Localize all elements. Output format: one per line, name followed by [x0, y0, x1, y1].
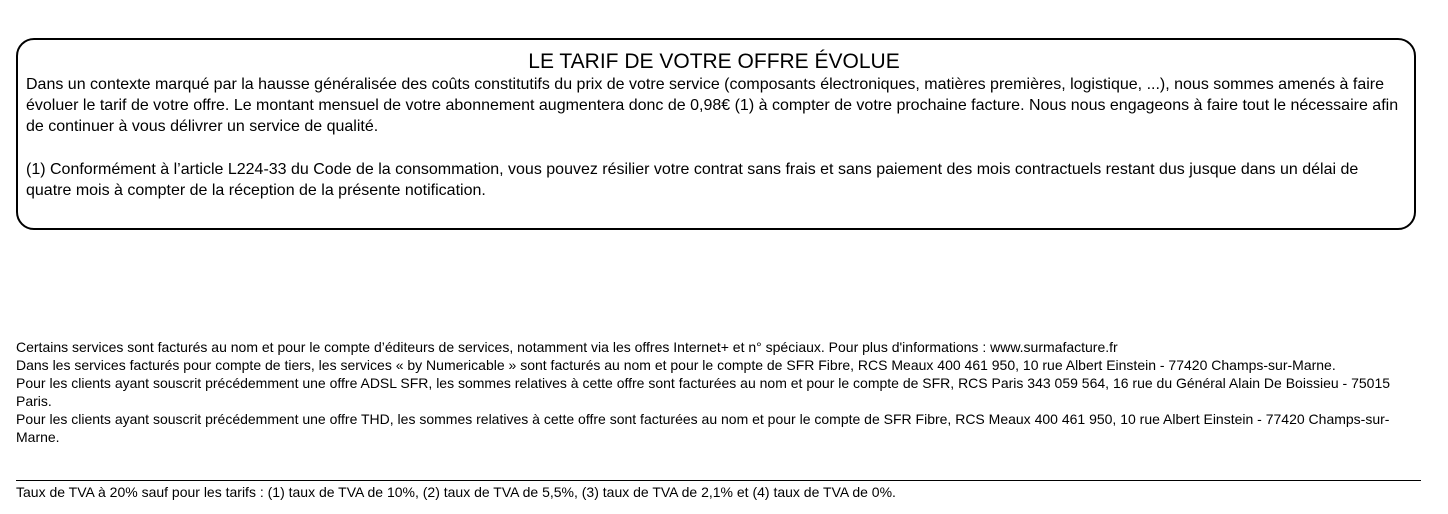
- legal-paragraph-adsl: Pour les clients ayant souscrit précédemment une offre ADSL SFR, les sommes relatives à cette offre sont facturées au nom et pour le compte de SFR, RCS Paris 343 059 564, 16 rue du Général Alain De Boissieu - 75015 Paris.: [16, 375, 1391, 409]
- notice-title: LE TARIF DE VOTRE OFFRE ÉVOLUE: [528, 50, 900, 73]
- legal-mentions: [16, 338, 1426, 446]
- vat-rates-note: Taux de TVA à 20% sauf pour les tarifs : (1) taux de TVA de 10%, (2) taux de TVA de 5,5%, (3) taux de TVA de 2,1% et (4) taux de TVA de 0%.: [16, 484, 896, 500]
- footer-divider: [16, 480, 1421, 481]
- legal-paragraph-third-party-services: Certains services sont facturés au nom et pour le compte d’éditeurs de services, notamment via les offres Internet+ et n° spéciaux. Pour plus d'informations : www.surmafacture.fr: [16, 339, 1118, 355]
- price-change-notice: [16, 38, 1416, 230]
- notice-footnote: (1) Conformément à l’article L224-33 du Code de la consommation, vous pouvez résilier votre contrat sans frais et sans paiement des mois contractuels restant dus jusque dans un délai de quatre mois à compter de la réception de la présente notification.: [26, 161, 1359, 199]
- legal-paragraph-thd: Pour les clients ayant souscrit précédemment une offre THD, les sommes relatives à cette offre sont facturées au nom et pour le compte de SFR Fibre, RCS Meaux 400 461 950, 10 rue Albert Einstein - 77420 Champs-sur-Marne.: [16, 411, 1390, 445]
- notice-body: Dans un contexte marqué par la hausse généralisée des coûts constitutifs du prix de votre service (composants électroniques, matières premières, logistique, ...), nous sommes amenés à faire évoluer le tarif de votre offre. Le montant mensuel de votre abonnement augmentera donc de 0,98€ (1) à compter de votre prochaine facture. Nous nous engageons à faire tout le nécessaire afin de continuer à vous délivrer un service de qualité.: [26, 76, 1399, 135]
- legal-paragraph-numericable: Dans les services facturés pour compte de tiers, les services « by Numericable » sont facturés au nom et pour le compte de SFR Fibre, RCS Meaux 400 461 950, 10 rue Albert Einstein - 77420 Champs-sur-Marne.: [16, 357, 1336, 373]
